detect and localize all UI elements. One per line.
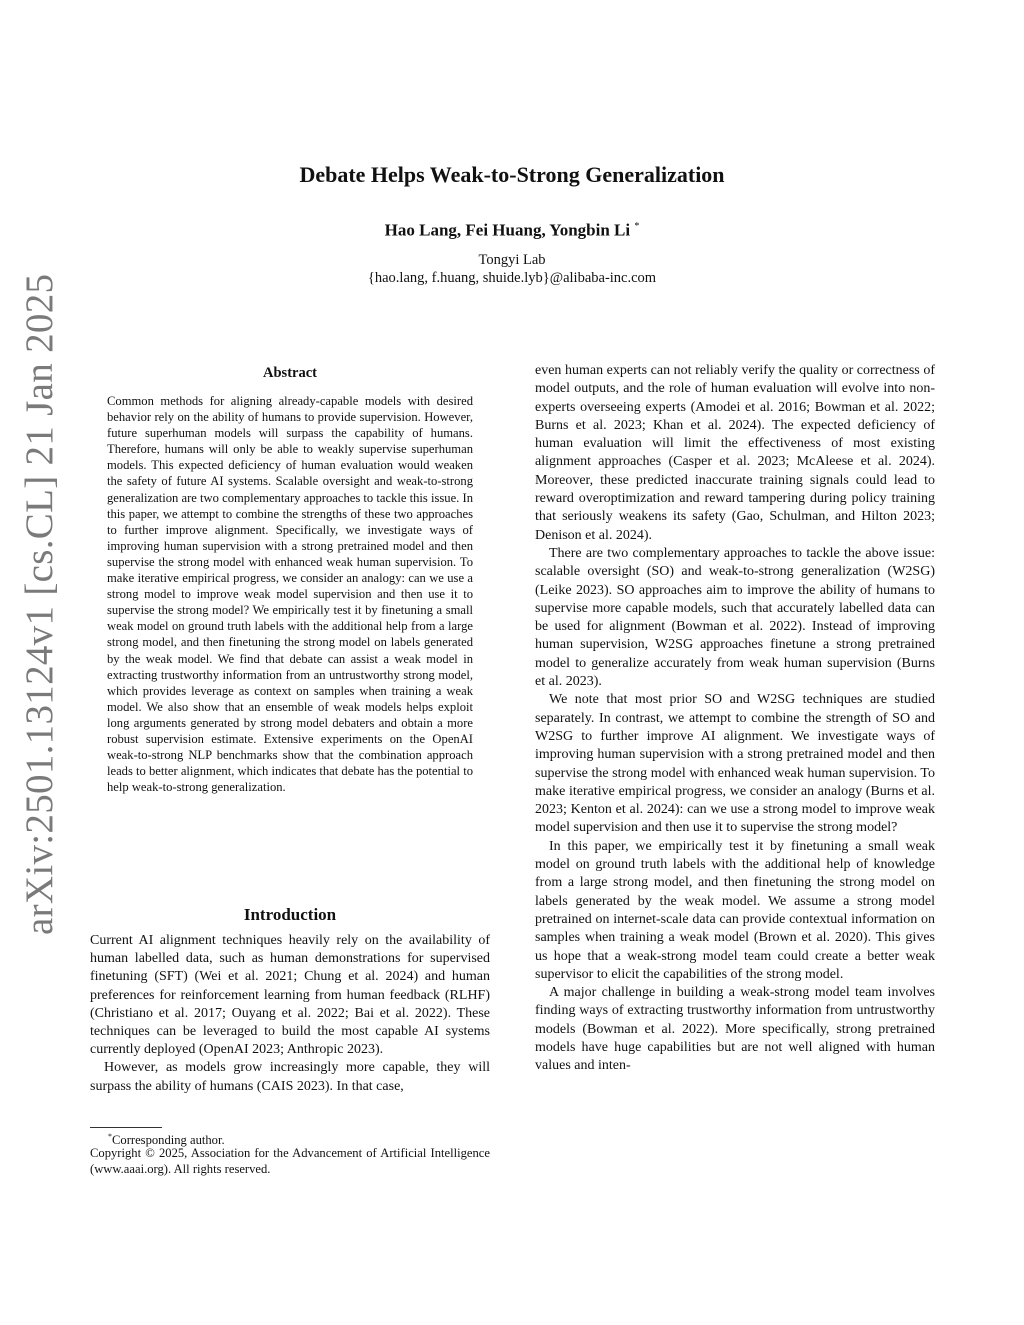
paper-title: Debate Helps Weak-to-Strong Generalization [299,162,725,187]
arxiv-side-stamp: arXiv:2501.13124v1 [cs.CL] 21 Jan 2025 [18,273,61,935]
author-list [0,214,1024,244]
copyright-notice: Copyright © 2025, Association for the Advancement of Artificial Intelligence (www.aaai.org). All rights reserved. [90,1146,490,1176]
paragraph: even human experts can not reliably verify the quality or correctness of model outputs, and the role of human evaluation will evolve into non-experts overseeing experts (Amodei et al. 2016; Bowman et al. 2022; Burns et al. 2023; Khan et al. 2024). The expected deficiency of human evaluation will limit the effectiveness of most existing alignment approaches (Casper et al. 2023; McAleese et al. 2024). Moreover, these predicted inaccurate training signals could lead to reward overoptimization and reward tampering during policy training that seriously weakens its safety (Gao, Schulman, and Hilton 2023; Denison et al. 2024). [535,363,935,543]
footnote-divider [90,1127,162,1128]
paragraph: A major challenge in building a weak-strong model team involves finding ways of extracting trustworthy information from untrustworthy models (Bowman et al. 2022). More specifically, strong pretrained models have huge capabilities but are not well aligned with human values and inten- [535,985,935,1074]
left-column-body [90,932,490,1096]
right-column-body [535,362,935,1076]
paragraph: Current AI alignment techniques heavily rely on the availability of human labelled data, such as human demonstrations for supervised finetuning (SFT) (Wei et al. 2021; Chung et al. 2024) and human preferences for reinforcement learning from human feedback (RLHF) (Christiano et al. 2017; Ouyang et al. 2022; Bai et al. 2022). These techniques can be leveraged to build the most capable AI systems currently deployed (OpenAI 2023; Anthropic 2023). [90,933,490,1058]
footnote-text: Corresponding author. [112,1133,225,1148]
abstract-heading: Abstract [263,365,317,381]
corresponding-author-mark: * [634,221,640,232]
author-emails: {hao.lang, f.huang, shuide.lyb}@alibaba-inc.com [367,270,657,286]
introduction-heading: Introduction [243,905,337,924]
paragraph: However, as models grow increasingly more capable, they will surpass the ability of humans (CAIS 2023). In that case, [90,1060,490,1094]
abstract-text: Common methods for aligning already-capable models with desired behavior rely on the ability of humans to provide supervision. However, future superhuman models will surpass the capability of humans. Therefore, humans will only be able to weakly supervise superhuman models. This expected deficiency of human evaluation would weaken the safety of future AI systems. Scalable oversight and weak-to-strong generalization are two complementary approaches to tackle this issue. In this paper, we attempt to combine the strengths of these two approaches to further improve alignment. Specifically, we investigate ways of improving human supervision with a strong pretrained model and then supervise the strong model with enhanced weak human supervision. To make iterative empirical progress, we consider an analogy: can we use a strong model to improve weak model supervision and then use it to supervise the strong model? We empirically test it by finetuning a small weak model on ground truth labels with the additional help from a large strong model, and then finetuning the strong model on labels generated by the weak model. We find that debate can assist a weak model in extracting trustworthy information from an untrustworthy strong model, which provides leverage as context on samples when training a weak model. We also show that an ensemble of weak models helps exploit long arguments generated by strong model debaters and obtain a more robust supervision estimate. Extensive experiments on the OpenAI weak-to-strong NLP benchmarks show that the combination approach leads to better alignment, which indicates that debate has the potential to help weak-to-strong generalization. [107,394,473,795]
paragraph: In this paper, we empirically test it by finetuning a small weak model on ground truth labels with the additional help of knowledge from a large strong model, and then finetuning the strong model on labels generated by the weak model. We assume a strong model pretrained on internet-scale data can provide contextual information on samples when training a weak model (Brown et al. 2020). This gives us hope that a weak-strong model team could create a better weak supervisor to elicit the capabilities of the strong model. [535,838,935,982]
affiliation: Tongyi Lab [478,252,546,268]
paragraph: There are two complementary approaches to tackle the above issue: scalable oversight (SO) and weak-to-strong generalization (W2SG) (Leike 2023). SO approaches aim to improve the ability of humans to supervise more capable models, such that accurately labelled data can be used for alignment (Bowman et al. 2022). Instead of improving human supervision, W2SG approaches finetune a strong pretrained model to generalize accurately from weak human supervision (Burns et al. 2023). [535,545,935,690]
footnote-mark: * [108,1132,112,1141]
author-names: Hao Lang, Fei Huang, Yongbin Li [384,220,631,240]
paragraph: We note that most prior SO and W2SG techniques are studied separately. In contrast, we attempt to combine the strength of SO and W2SG to further improve AI alignment. We investigate ways of improving human supervision with a strong pretrained model and then supervise the strong model with enhanced weak human supervision. To make iterative empirical progress, we consider an analogy (Burns et al. 2023; Kenton et al. 2024): can we use a strong model to improve weak model supervision and then use it to supervise the strong model? [535,692,935,836]
